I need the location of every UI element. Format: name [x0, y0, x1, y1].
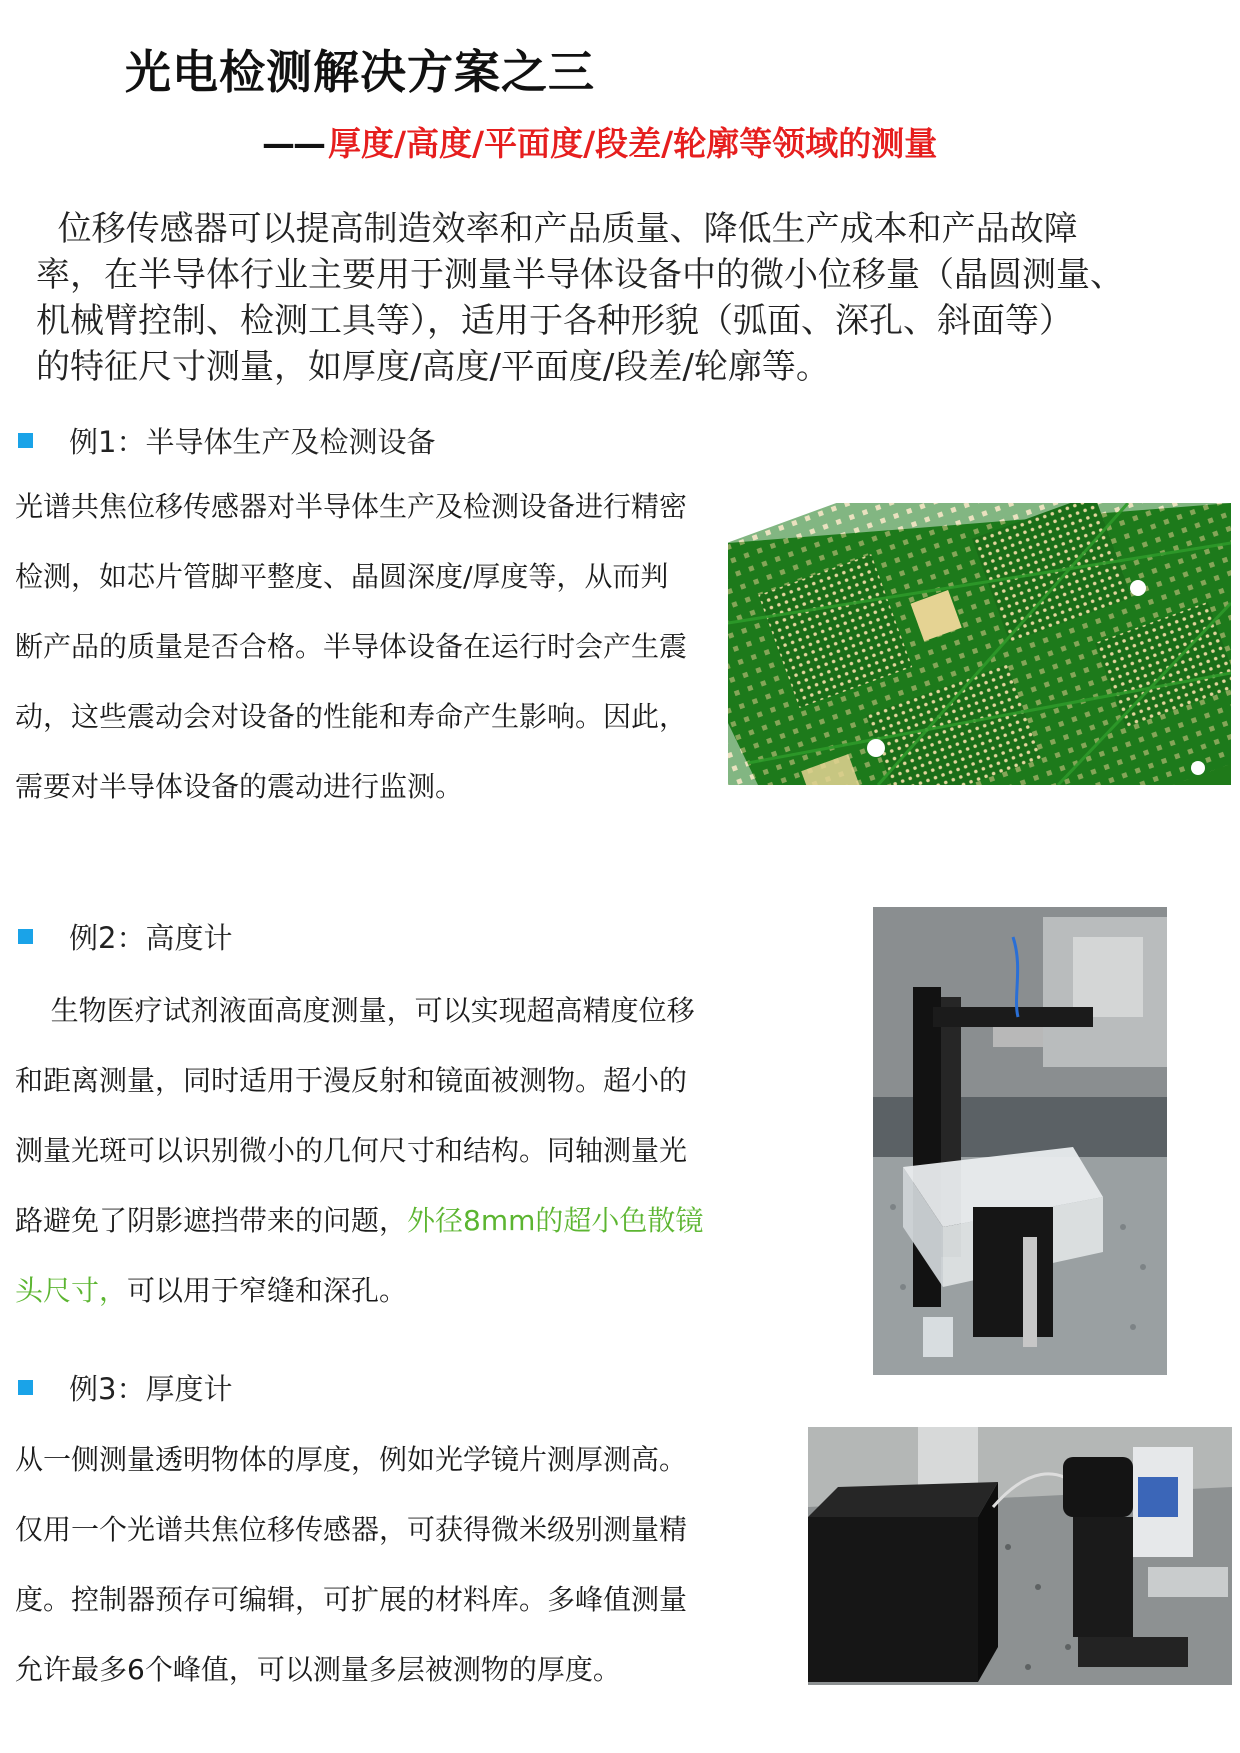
highlight-text: 头尺寸，	[15, 1274, 128, 1307]
example-3-heading	[18, 1367, 232, 1408]
thickness-gauge-photo	[808, 1427, 1232, 1685]
paragraph-line: 光谱共焦位移传感器对半导体生产及检测设备进行精密	[15, 490, 688, 523]
paragraph-line: 允许最多6个峰值，可以测量多层被测物的厚度。	[15, 1653, 621, 1686]
subtitle-dash: ——	[262, 124, 324, 163]
pcb-board-photo	[728, 503, 1231, 785]
example-1-paragraph	[15, 472, 687, 822]
example-1-heading-text: 例1：半导体生产及检测设备	[69, 425, 436, 459]
page-subtitle	[262, 118, 937, 165]
paragraph-line: 检测，如芯片管脚平整度、晶圆深度/厚度等，从而判	[15, 560, 669, 593]
paragraph-line: 和距离测量，同时适用于漫反射和镜面被测物。超小的	[15, 1064, 688, 1097]
paragraph-line: 仅用一个光谱共焦位移传感器，可获得微米级别测量精	[15, 1513, 688, 1546]
paragraph-line: 动，这些震动会对设备的性能和寿命产生影响。因此，	[15, 700, 688, 733]
example-1-heading	[18, 420, 435, 461]
intro-paragraph	[36, 206, 1216, 390]
paragraph-line: 生物医疗试剂液面高度测量，可以实现超高精度位移	[15, 994, 695, 1027]
example-2-heading-text: 例2：高度计	[69, 921, 233, 955]
paragraph-line: 从一侧测量透明物体的厚度，例如光学镜片测厚测高。	[15, 1443, 688, 1476]
height-gauge-photo	[873, 907, 1167, 1375]
intro-line: 位移传感器可以提高制造效率和产品质量、降低生产成本和产品故障	[36, 209, 1078, 249]
bullet-square-icon	[18, 433, 33, 448]
subtitle-text: 厚度/高度/平面度/段差/轮廓等领域的测量	[328, 124, 938, 163]
bullet-square-icon	[18, 1380, 33, 1395]
paragraph-line: 断产品的质量是否合格。半导体设备在运行时会产生震	[15, 630, 688, 663]
page-title: 光电检测解决方案之三	[125, 45, 595, 99]
example-3-heading-text: 例3：厚度计	[69, 1372, 233, 1406]
paragraph-line	[15, 1186, 703, 1256]
paragraph-line	[15, 1256, 703, 1326]
example-2-heading	[18, 916, 232, 957]
intro-line: 率，在半导体行业主要用于测量半导体设备中的微小位移量（晶圆测量、	[36, 255, 1124, 295]
paragraph-line: 测量光斑可以识别微小的几何尺寸和结构。同轴测量光	[15, 1134, 688, 1167]
paragraph-line: 需要对半导体设备的震动进行监测。	[15, 770, 464, 803]
highlight-text: 外径8mm的超小色散镜	[407, 1204, 704, 1237]
bullet-square-icon	[18, 929, 33, 944]
intro-line: 的特征尺寸测量，如厚度/高度/平面度/段差/轮廓等。	[36, 347, 830, 387]
example-3-paragraph	[15, 1425, 687, 1705]
paragraph-line: 度。控制器预存可编辑，可扩展的材料库。多峰值测量	[15, 1583, 688, 1616]
paragraph-text: 可以用于窄缝和深孔。	[127, 1274, 408, 1307]
intro-line: 机械臂控制、检测工具等），适用于各种形貌（弧面、深孔、斜面等）	[36, 301, 1073, 341]
example-2-paragraph	[15, 976, 703, 1326]
paragraph-text: 路避免了阴影遮挡带来的问题，	[15, 1204, 408, 1237]
